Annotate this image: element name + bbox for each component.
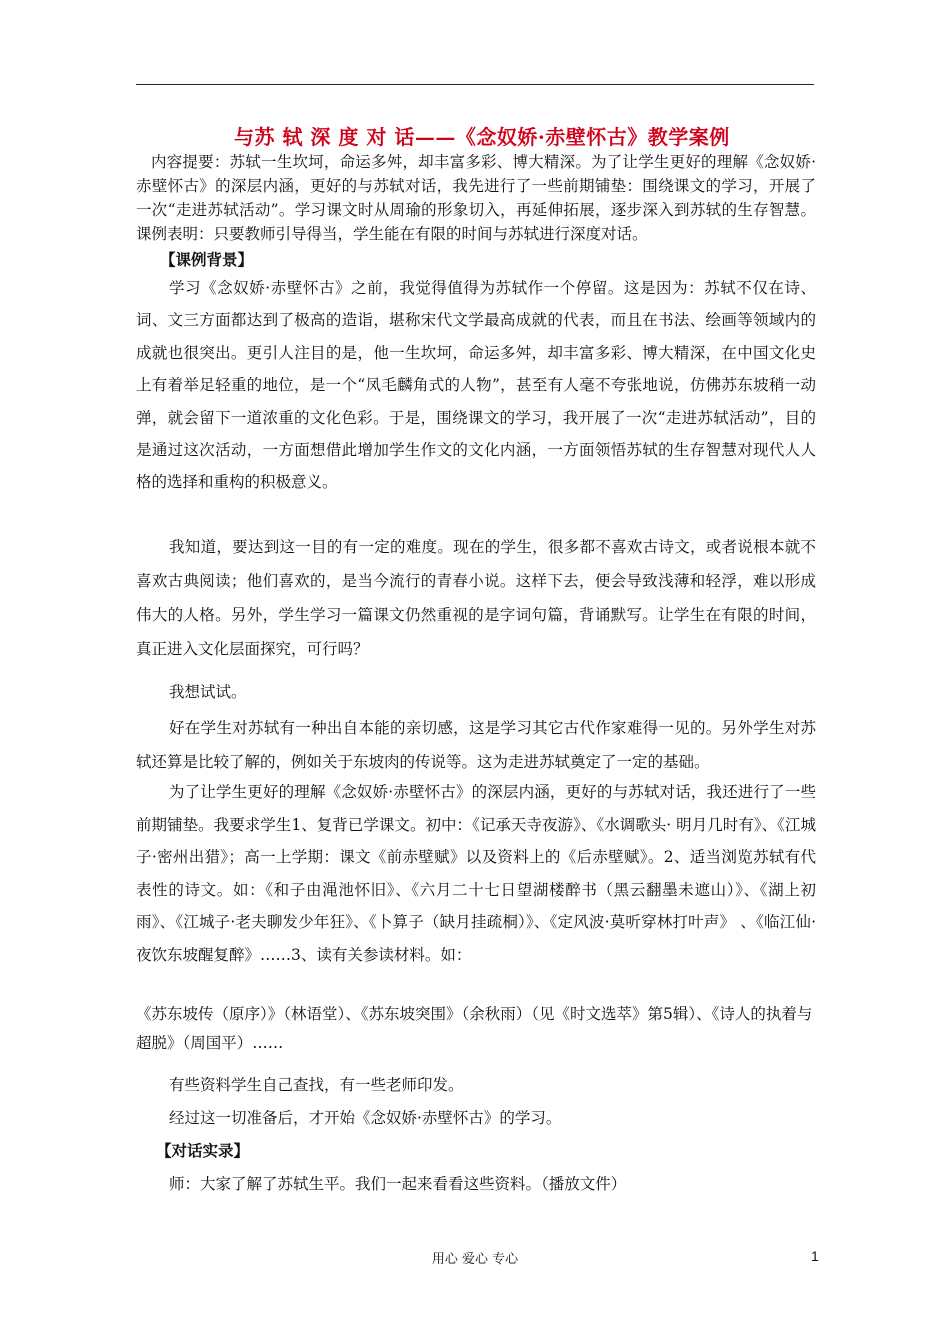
paragraph-text: 学习《念奴娇·赤壁怀古》之前，我觉得值得为苏轼作一个停留。这是因为：苏轼不仅在诗、词、文三方面都达到了极高的造诣，堪称宋代文学最高成就的代表，而且在书法、绘画等领域内的成就也很突出。更引人注目的是，他一生坎坷，命运多舛，却丰富多彩、博大精深，在中国文化史上有着举足轻重的地位，是一个“凤毛麟角式的人物”，甚至有人毫不夸张地说，仿佛苏东坡稍一动弹，就会留下一道浓重的文化色彩。于是，围绕课文的学习，我开展了一次“走进苏轼活动”，目的是通过这次活动，一方面想借此增加学生作文的文化内涵，一方面领悟苏轼的生存智慧对现代人人格的选择和重构的积极意义。 <box>136 279 816 492</box>
paragraph-text: 好在学生对苏轼有一种出自本能的亲切感，这是学习其它古代作家难得一见的。另外学生对苏轼还算是比较了解的，例如关于东坡肉的传说等。这为走进苏轼奠定了一定的基础。 <box>136 719 816 771</box>
section-heading-dialogue: 【对话实录】 <box>156 1141 250 1160</box>
background-paragraph-5 <box>136 776 816 971</box>
header-rule <box>136 84 814 85</box>
paragraph-text: 为了让学生更好的理解《念奴娇·赤壁怀古》的深层内涵，更好的与苏轼对话，我还进行了一些前期铺垫。我要求学生1、复背已学课文。初中：《记承天寺夜游》、《水调歌头· 明月几时有》、《江城子·密州出猎》；高一上学期：课文《前赤壁赋》以及资料上的《后赤壁赋》。2、适当浏览苏轼有代表性的诗文。如：《和子由渑池怀旧》、《六月二十七日望湖楼醉书（黑云翻墨未遮山）》、《湖上初雨》、《江城子·老夫聊发少年狂》、《卜算子（缺月挂疏桐）》、《定风波·莫听穿林打叶声》 、《临江仙·夜饮东坡醒复醉》……3、读有关参读材料。如： <box>136 783 816 964</box>
background-paragraph-2 <box>136 530 816 666</box>
background-paragraph-4 <box>136 711 816 779</box>
background-paragraph-6 <box>136 1073 816 1095</box>
background-paragraph-7 <box>136 1106 816 1128</box>
paragraph-text: 我想试试。 <box>169 683 247 701</box>
paragraph-text: 有些资料学生自己查找，有一些老师印发。 <box>169 1076 464 1094</box>
page-footer: 用心 爱心 专心 <box>431 1252 519 1267</box>
background-paragraph-3 <box>136 680 816 702</box>
section-heading-background: 【课例背景】 <box>160 250 254 269</box>
reference-text: 《苏东坡传（原序）》（林语堂）、《苏东坡突围》（余秋雨）（见《时文选萃》第5辑）、《诗人的执着与超脱》（周国平）…… <box>136 1005 813 1052</box>
summary-text: 内容提要：苏轼一生坎坷，命运多舛，却丰富多彩、博大精深。为了让学生更好的理解《念奴娇·赤壁怀古》的深层内涵，更好的与苏轼对话，我先进行了一些前期铺垫：围绕课文的学习，开展了一次“走进苏轼活动”。学习课文时从周瑜的形象切入，再延伸拓展，逐步深入到苏轼的生存智慧。课例表明：只要教师引导得当，学生能在有限的时间与苏轼进行深度对话。 <box>136 153 816 243</box>
reference-list <box>136 1000 816 1058</box>
dialogue-paragraph-1 <box>136 1172 816 1194</box>
page-number: 1 <box>811 1248 819 1264</box>
paragraph-text: 经过这一切准备后，才开始《念奴娇·赤壁怀古》的学习。 <box>169 1109 562 1127</box>
page-title: 与苏 轼 深 度 对 话——《念奴娇·赤壁怀古》教学案例 <box>234 125 730 149</box>
summary-paragraph <box>136 150 816 246</box>
paragraph-text: 师：大家了解了苏轼生平。我们一起来看看这些资料。（播放文件） <box>169 1175 627 1193</box>
background-paragraph-1 <box>136 272 816 499</box>
paragraph-text: 我知道，要达到这一目的有一定的难度。现在的学生，很多都不喜欢古诗文，或者说根本就不喜欢古典阅读；他们喜欢的，是当今流行的青春小说。这样下去，便会导致浅薄和轻浮，难以形成伟大的人格。另外，学生学习一篇课文仍然重视的是字词句篇，背诵默写。让学生在有限的时间，真正进入文化层面探究，可行吗？ <box>136 538 816 658</box>
